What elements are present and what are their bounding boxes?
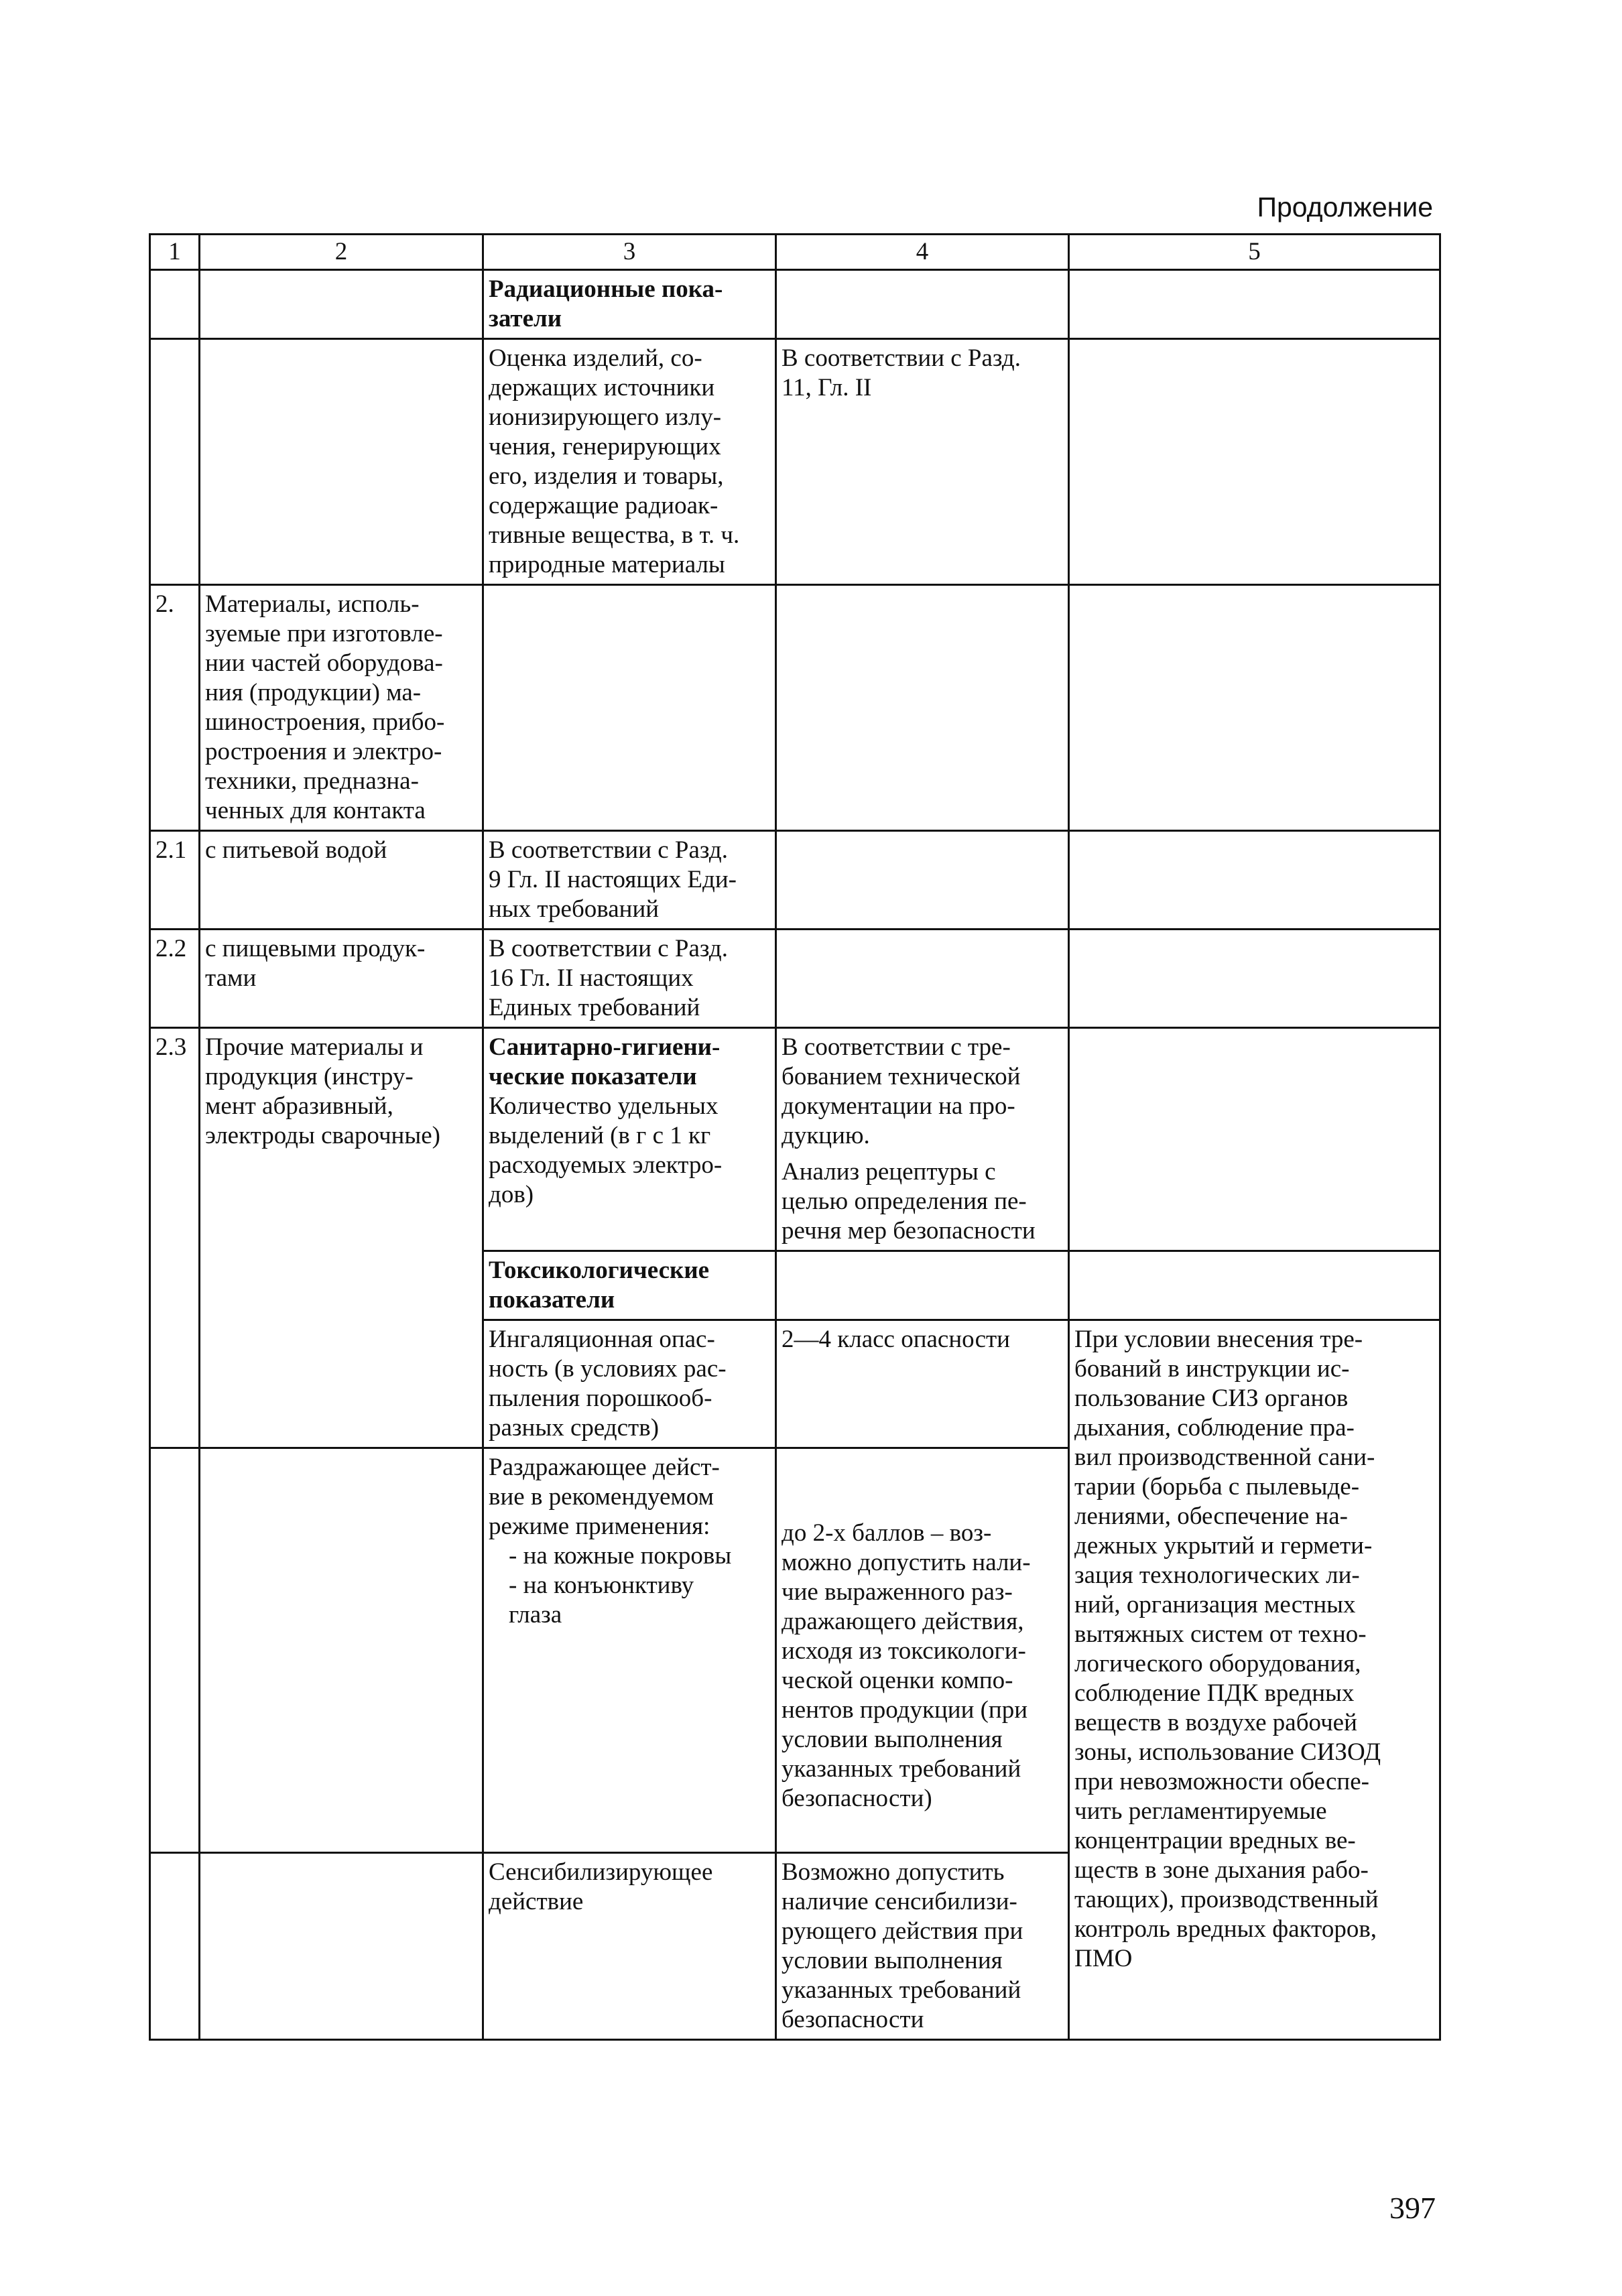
section-heading-radiation: Радиационные пока- затели [489, 275, 723, 332]
cell-indicator: Ингаляционная опас- ность (в условиях рас- пыления порошкооб- разных средств) [483, 1320, 776, 1448]
cell-indicator [483, 585, 776, 831]
cell-num [150, 1853, 200, 2040]
cell-material [200, 339, 483, 585]
cell-norm: Возможно допустить наличие сенсибилизи- рующего действия при условии выполнения указанных требований безопасности [776, 1853, 1069, 2040]
cell-measures [1069, 585, 1440, 831]
cell-indicator [483, 270, 776, 339]
norm-text: В соответствии с тре- бованием технической документации на про- дукцию. [782, 1033, 1021, 1149]
cell-num: 2.2 [150, 930, 200, 1028]
cell-measures [1069, 1028, 1440, 1251]
cell-measures [1069, 339, 1440, 585]
table-row [150, 270, 1440, 339]
cell-norm [776, 831, 1069, 930]
section-heading-toxicology: Токсикологические показатели [489, 1257, 710, 1314]
table-row [150, 339, 1440, 585]
section-heading-sanitary: Санитарно-гигиени- ческие показатели [489, 1033, 721, 1090]
indicator-subitem: - на кожные покровы [509, 1542, 732, 1570]
table-row [150, 831, 1440, 930]
indicator-subitem: - на конъюнктиву глаза [509, 1572, 694, 1629]
cell-num [150, 270, 200, 339]
table-row [150, 585, 1440, 831]
cell-indicator: В соответствии с Разд. 9 Гл. II настоящих Еди- ных требований [483, 831, 776, 930]
cell-material: Материалы, исполь- зуемые при изготовле- нии частей оборудова- ния (продукции) ма- шиностроения, прибо- ростроения и электро- техники, предназна- ченных для контакта [200, 585, 483, 831]
cell-indicator: В соответствии с Разд. 16 Гл. II настоящих Единых требований [483, 930, 776, 1028]
cell-norm [776, 1448, 1069, 1853]
indicator-text: Количество удельных выделений (в г с 1 кг расходуемых электро- дов) [489, 1092, 723, 1208]
header-cell-3: 3 [483, 235, 776, 270]
cell-norm [776, 1251, 1069, 1320]
cell-measures [1069, 1251, 1440, 1320]
cell-norm [776, 585, 1069, 831]
table-row [150, 1028, 1440, 1251]
cell-norm [776, 270, 1069, 339]
cell-material: с питьевой водой [200, 831, 483, 930]
cell-measures [1069, 831, 1440, 930]
cell-measures [1069, 270, 1440, 339]
table-row [150, 930, 1440, 1028]
cell-material [200, 270, 483, 339]
table-header-row [150, 235, 1440, 270]
cell-material [200, 1853, 483, 2040]
cell-indicator [483, 1448, 776, 1853]
cell-material: Прочие материалы и продукция (инстру- мент абразивный, электроды сварочные) [200, 1028, 483, 1448]
cell-indicator [483, 1251, 776, 1320]
cell-num: 2.3 [150, 1028, 200, 1448]
norm-text: до 2-х баллов – воз- можно допустить нали- чие выраженного раз- дражающего действия, исходя из токсикологи- ческой оценки компо- нентов продукции (при условии выполнения указанных требований безопасности) [782, 1519, 1031, 1812]
continuation-label: Продолжение [1257, 192, 1433, 222]
cell-norm [776, 930, 1069, 1028]
norm-text: Анализ рецептуры с целью определения пе- речня мер безопасности [782, 1158, 1036, 1245]
header-cell-4: 4 [776, 235, 1069, 270]
cell-num [150, 339, 200, 585]
cell-material [200, 1448, 483, 1853]
cell-num: 2.1 [150, 831, 200, 930]
cell-norm [776, 1028, 1069, 1251]
cell-norm: В соответствии с Разд. 11, Гл. II [776, 339, 1069, 585]
cell-indicator: Оценка изделий, со- держащих источники ионизирующего излу- чения, генерирующих его, изделия и товары, содержащие радиоак- тивные вещества, в т. ч. природные материалы [483, 339, 776, 585]
cell-indicator [483, 1028, 776, 1251]
cell-norm: 2—4 класс опасности [776, 1320, 1069, 1448]
cell-num: 2. [150, 585, 200, 831]
header-cell-5: 5 [1069, 235, 1440, 270]
cell-measures [1069, 930, 1440, 1028]
header-cell-1: 1 [150, 235, 200, 270]
cell-material: с пищевыми продук- тами [200, 930, 483, 1028]
page-number: 397 [1389, 2191, 1436, 2225]
header-cell-2: 2 [200, 235, 483, 270]
cell-num [150, 1448, 200, 1853]
cell-indicator: Сенсибилизирующее действие [483, 1853, 776, 2040]
cell-measures: При условии внесения тре- бований в инструкции ис- пользование СИЗ органов дыхания, соблюдение пра- вил производственной сани- тарии (борьба с пылевыде- лениями, обеспечение на- дежных укрытий и гермети- зация технологических ли- ний, организация местных вытяжных систем от техно- логического оборудования, соблюдение ПДК вредных веществ в воздухе рабочей зоны, использование СИЗОД при невозможности обеспе- чить регламентируемые концентрации вредных ве- ществ в зоне дыхания рабо- тающих), производственный контроль вредных факторов, ПМО [1069, 1320, 1440, 2040]
indicator-text: Раздражающее дейст- вие в рекомендуемом режиме применения: [489, 1454, 720, 1540]
requirements-table [149, 233, 1441, 2041]
